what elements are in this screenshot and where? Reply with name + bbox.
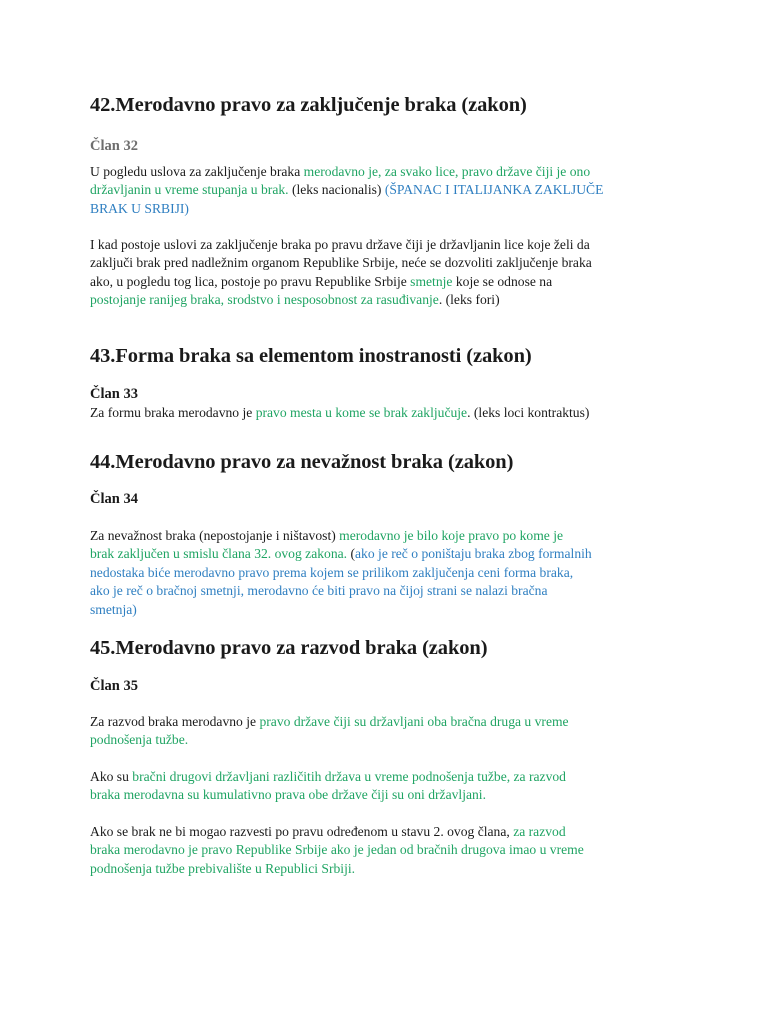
text-line <box>90 254 686 272</box>
text-line <box>90 181 686 199</box>
highlighted-text-run: smetnja) <box>90 601 137 617</box>
text-run: Za formu braka merodavno je <box>90 405 256 420</box>
section-title-44: 44.Merodavno pravo za nevažnost braka (zakon) <box>90 451 514 473</box>
text-run: Za razvod braka merodavno je <box>90 714 260 729</box>
text-line <box>90 786 686 804</box>
text-line <box>90 163 686 181</box>
text-run: Ako se brak ne bi mogao razvesti po pravu određenom u stavu 2. ovog člana, <box>90 824 514 839</box>
text-run: I kad postoje uslovi za zaključenje braka po pravu države čiji je državljanin lice koje želi da <box>90 237 590 252</box>
text-line <box>90 291 686 309</box>
text-run: . (leks loci kontraktus) <box>467 405 590 420</box>
highlighted-text-run: ako je reč o bračnoj smetnji, merodavno će biti pravo na čijoj strani se nalazi bračna <box>90 583 548 599</box>
paragraph <box>90 236 686 310</box>
text-run: U pogledu uslova za zaključenje braka <box>90 164 304 179</box>
text-line <box>90 601 686 619</box>
clan-34-heading: Član 34 <box>90 491 138 507</box>
text-run: zaključi brak pred nadležnim organom Republike Srbije, neće se dozvoliti zaključenje braka <box>90 255 592 271</box>
clan-35-heading: Član 35 <box>90 678 138 694</box>
text-line <box>90 404 686 422</box>
clan-33-heading: Član 33 <box>90 386 138 402</box>
text-line <box>90 582 686 600</box>
highlighted-text-run: braka merodavno je pravo Republike Srbije ako je jedan od bračnih drugova imao u vreme <box>90 842 584 858</box>
text-run: Ako su <box>90 769 133 784</box>
paragraph <box>90 768 686 805</box>
text-line <box>90 731 686 749</box>
paragraph <box>90 713 686 750</box>
paragraph <box>90 823 686 878</box>
section-title-43: 43.Forma braka sa elementom inostranosti (zakon) <box>90 345 532 367</box>
text-line <box>90 200 686 218</box>
highlighted-text-run: nedostaka biće merodavno pravo prema kojem se prilikom zaključenja ceni forma braka, <box>90 564 574 580</box>
text-line <box>90 527 686 545</box>
section-title-45: 45.Merodavno pravo za razvod braka (zakon) <box>90 637 488 659</box>
highlighted-text-run: smetnje <box>410 273 453 289</box>
highlighted-text-run: ako je reč o poništaju braka zbog formalnih <box>355 546 592 562</box>
text-run: ( <box>347 546 356 562</box>
highlighted-text-run: braka merodavna su kumulativno prava obe države čiji su oni državljani. <box>90 787 486 803</box>
text-line <box>90 860 686 878</box>
highlighted-text-run: BRAK U SRBIJI) <box>90 200 189 216</box>
highlighted-text-run: podnošenja tužbe. <box>90 732 189 748</box>
paragraph <box>90 163 686 218</box>
highlighted-text-run: za razvod <box>513 824 566 839</box>
highlighted-text-run: merodavno je, za svako lice, pravo države čiji je ono <box>303 164 591 179</box>
text-line <box>90 273 686 291</box>
highlighted-text-run: podnošenja tužbe prebivalište u Republici Srbiji. <box>90 860 356 876</box>
section-title-42: 42.Merodavno pravo za zaključenje braka (zakon) <box>90 94 527 116</box>
text-line <box>90 545 686 563</box>
text-line <box>90 713 686 731</box>
highlighted-text-run: državljanin u vreme stupanja u brak. <box>90 182 289 198</box>
paragraph <box>90 404 686 422</box>
text-run: (leks nacionalis) <box>288 182 385 198</box>
text-run: koje se odnose na <box>452 273 553 289</box>
text-run: Za nevažnost braka (nepostojanje i ništavost) <box>90 528 340 543</box>
highlighted-text-run: bračni drugovi državljani različitih država u vreme podnošenja tužbe, za razvod <box>132 769 566 784</box>
highlighted-text-run: pravo mesta u kome se brak zaključuje <box>255 405 468 420</box>
text-run: . (leks fori) <box>438 292 500 308</box>
paragraph <box>90 527 686 619</box>
text-line <box>90 236 686 254</box>
highlighted-text-run: brak zaključen u smislu člana 32. ovog zakona. <box>90 546 348 562</box>
text-line <box>90 823 686 841</box>
text-line <box>90 564 686 582</box>
text-line <box>90 841 686 859</box>
highlighted-text-run: postojanje ranijeg braka, srodstvo i nesposobnost za rasuđivanje <box>90 292 439 308</box>
highlighted-text-run: merodavno je bilo koje pravo po kome je <box>339 528 564 543</box>
highlighted-text-run: (ŠPANAC I ITALIJANKA ZAKLJUČE <box>384 182 604 198</box>
text-run: ako, u pogledu tog lica, postoje po pravu Republike Srbije <box>90 273 411 289</box>
highlighted-text-run: pravo države čiji su državljani oba bračna druga u vreme <box>259 714 569 729</box>
clan-32-heading: Član 32 <box>90 138 138 154</box>
text-line <box>90 768 686 786</box>
